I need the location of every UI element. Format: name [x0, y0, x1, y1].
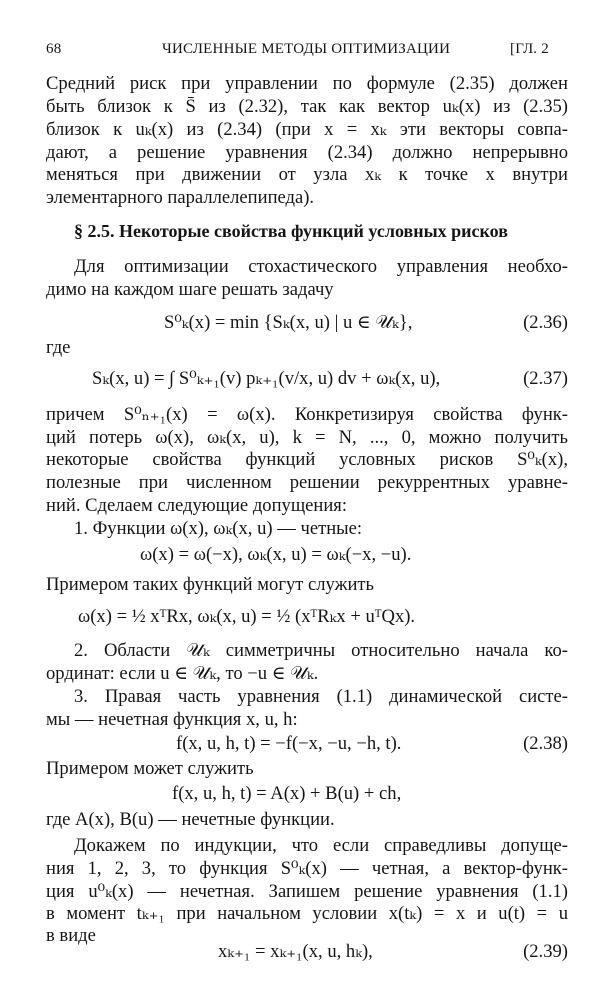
- text-line: ний. Сделаем следующие допущения:: [46, 495, 348, 516]
- text-line: причем S⁰ₙ₊₁(x) = ω(x). Конкретизируя свойства функ-: [46, 404, 568, 425]
- running-title: ЧИСЛЕННЫЕ МЕТОДЫ ОПТИМИЗАЦИИ: [162, 41, 451, 57]
- equation-2-38: f(x, u, h, t) = −f(−x, −u, −h, t).: [176, 733, 402, 754]
- equation-number: (2.37): [523, 368, 568, 389]
- chapter-label: [ГЛ. 2: [510, 41, 549, 57]
- text-line: ция u⁰ₖ(x) — нечетная. Запишем решение уравнения (1.1): [46, 881, 568, 902]
- list-item: 3. Правая часть уравнения (1.1) динамической систе-: [74, 686, 568, 707]
- page-number: 68: [46, 41, 62, 57]
- equation-2-37: Sₖ(x, u) = ∫ S⁰ₖ₊₁(v) pₖ₊₁(v/x, u) dv + ωₖ(x, u),: [92, 368, 441, 389]
- equation-number: (2.38): [523, 733, 568, 754]
- text-line: где A(x), B(u) — нечетные функции.: [46, 809, 335, 830]
- section-heading: § 2.5. Некоторые свойства функций условных рисков: [74, 221, 508, 241]
- equation-2-39: xₖ₊₁ = xₖ₊₁(x, u, hₖ),: [218, 941, 373, 962]
- equation-quadratic: ω(x) = ½ xᵀRx, ωₖ(x, u) = ½ (xᵀRₖx + uᵀQx).: [78, 606, 416, 627]
- text-line: где: [46, 337, 71, 358]
- text-line: в момент tₖ₊₁ при начальном условии x(tₖ) = x и u(t) = u: [46, 903, 568, 924]
- text-line: дают, а решение уравнения (2.34) должно непрерывно: [46, 142, 568, 163]
- equation-f: f(x, u, h, t) = A(x) + B(u) + ch,: [172, 783, 402, 804]
- text-line: быть близок к S̄ из (2.32), так как вектор uₖ(x) из (2.35): [46, 96, 568, 117]
- text-line: ния 1, 2, 3, то функция S⁰ₖ(x) — четная, а вектор-функ-: [46, 858, 568, 879]
- list-item: 2. Области 𝒰ₖ симметричны относительно начала ко-: [74, 640, 568, 661]
- text-line: мы — нечетная функция x, u, h:: [46, 709, 298, 730]
- text-line: Для оптимизации стохастического управления необхо-: [74, 256, 568, 277]
- equation-2-36: S⁰ₖ(x) = min {Sₖ(x, u) | u ∈ 𝒰ₖ},: [164, 312, 413, 333]
- text-line: ций потерь ω(x), ωₖ(x, u), k = N, ..., 0, можно получить: [46, 427, 568, 448]
- text-line: димо на каждом шаге решать задачу: [46, 279, 334, 300]
- text-line: Примером таких функций могут служить: [46, 574, 374, 595]
- text-line: некоторые свойства функций условных рисков S⁰ₖ(x),: [46, 449, 568, 470]
- text-line: Средний риск при управлении по формуле (2.35) должен: [46, 73, 568, 94]
- text-line: полезные при численном решении рекуррентных уравне-: [46, 472, 568, 493]
- text-line: близок к uₖ(x) из (2.34) (при x = xₖ эти векторы совпа-: [46, 119, 568, 140]
- text-line: Примером может служить: [46, 758, 254, 779]
- equation-even: ω(x) = ω(−x), ωₖ(x, u) = ωₖ(−x, −u).: [140, 544, 412, 565]
- list-item: 1. Функции ω(x), ωₖ(x, u) — четные:: [74, 518, 363, 539]
- text-line: меняться при движении от узла xₖ к точке x внутри: [46, 164, 568, 185]
- equation-number: (2.39): [523, 941, 568, 962]
- text-line: ординат: если u ∈ 𝒰ₖ, то −u ∈ 𝒰ₖ.: [46, 663, 319, 684]
- text-line: в виде: [46, 925, 96, 946]
- text-line: Докажем по индукции, что если справедливы допуще-: [74, 835, 568, 856]
- text-line: элементарного параллелепипеда).: [46, 187, 315, 208]
- equation-number: (2.36): [523, 312, 568, 333]
